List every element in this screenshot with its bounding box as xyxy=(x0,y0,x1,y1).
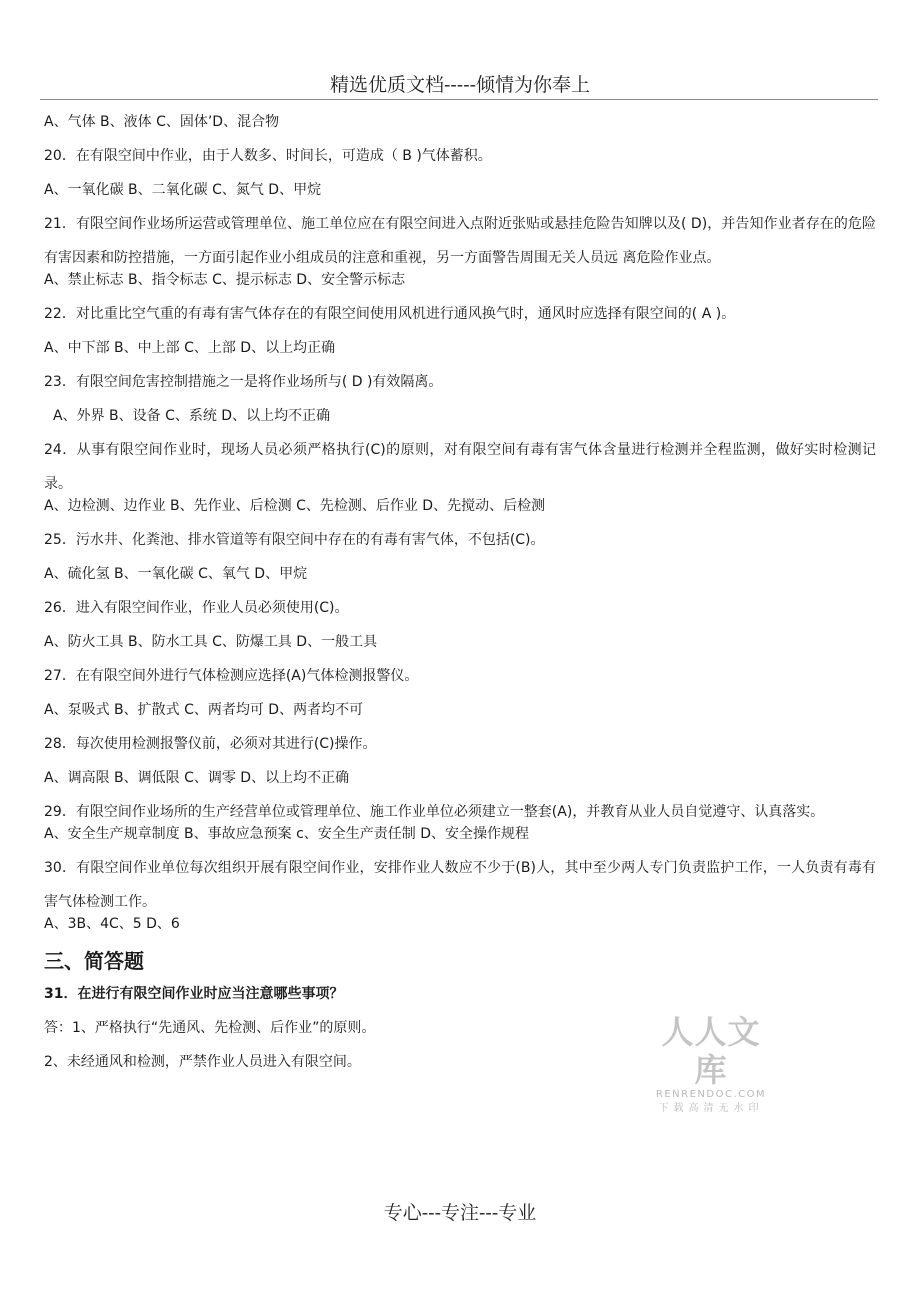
answer-options-29: A、安全生产规章制度 B、事故应急预案 c、安全生产责任制 D、安全操作规程 xyxy=(44,826,530,842)
answer-options-25: A、硫化氢 B、一氧化碳 C、氧气 D、甲烷 xyxy=(44,566,308,582)
question-23: 23．有限空间危害控制措施之一是将作业场所与( D )有效隔离。 xyxy=(44,374,443,390)
section-heading: 三、简答题 xyxy=(44,949,144,973)
answer-options-21: A、禁止标志 B、指令标志 C、提示标志 D、安全警示标志 xyxy=(44,272,406,288)
question-21: 21．有限空间作业场所运营或管理单位、施工单位应在有限空间进入点附近张贴或悬挂危险告知牌以及( D)，并告知作业者存在的危险有害因素和防控措施，一方面引起作业小组成员的注意和重视，另一方面警告周围无关人员远 离危险作业点。 xyxy=(44,216,876,266)
header-divider xyxy=(40,99,878,100)
question-22: 22．对比重比空气重的有毒有害气体存在的有限空间使用风机进行通风换气时，通风时应选择有限空间的( A )。 xyxy=(44,306,736,322)
answer-options-20: A、一氧化碳 B、二氧化碳 C、氮气 D、甲烷 xyxy=(44,182,322,198)
answer-options-27: A、泵吸式 B、扩散式 C、两者均可 D、两者均不可 xyxy=(44,702,364,718)
question-25: 25．污水井、化粪池、排水管道等有限空间中存在的有毒有害气体，不包括(C)。 xyxy=(44,532,545,548)
document-body xyxy=(44,111,876,1085)
question-28: 28．每次使用检测报警仪前，必须对其进行(C)操作。 xyxy=(44,736,377,752)
answer-options-24: A、边检测、边作业 B、先作业、后检测 C、先检测、后作业 D、先搅动、后检测 xyxy=(44,498,546,514)
question-20: 20．在有限空间中作业，由于人数多、时间长，可造成（ B )气体蓄积。 xyxy=(44,148,492,164)
page-footer: 专心---专注---专业 xyxy=(383,1202,537,1224)
watermark-url: RENRENDOC.COM xyxy=(655,1089,767,1100)
watermark-brand: 人人文库 xyxy=(661,1013,761,1089)
question-27: 27．在有限空间外进行气体检测应选择(A)气体检测报警仪。 xyxy=(44,668,419,684)
answer-31-point-2: 2、未经通风和检测，严禁作业人员进入有限空间。 xyxy=(44,1054,361,1070)
question-29: 29．有限空间作业场所的生产经营单位或管理单位、施工作业单位必须建立一整套(A)，并教育从业人员自觉遵守、认真落实。 xyxy=(44,804,825,820)
answer-31-point-1: 答：1、严格执行“先通风、先检测、后作业”的原则。 xyxy=(44,1020,376,1036)
page-header: 精选优质文档-----倾情为你奉上 xyxy=(329,74,591,96)
question-30: 30．有限空间作业单位每次组织开展有限空间作业，安排作业人数应不少于(B)人，其中至少两人专门负责监护工作，一人负责有毒有害气体检测工作。 xyxy=(44,860,876,910)
answer-options-23: A、外界 B、设备 C、系统 D、以上均不正确 xyxy=(53,408,331,424)
answer-options-30: A、3B、4C、5 D、6 xyxy=(44,916,180,932)
answer-options-19: A、气体 B、液体 C、固体’D、混合物 xyxy=(44,114,280,130)
question-31: 31．在进行有限空间作业时应当注意哪些事项？ xyxy=(44,986,344,1002)
question-26: 26．进入有限空间作业，作业人员必须使用(C)。 xyxy=(44,600,349,616)
answer-options-22: A、中下部 B、中上部 C、上部 D、以上均正确 xyxy=(44,340,336,356)
watermark-tagline: 下载高清无水印 xyxy=(658,1103,764,1114)
watermark xyxy=(646,1013,776,1117)
question-24: 24．从事有限空间作业时，现场人员必须严格执行(C)的原则，对有限空间有毒有害气体含量进行检测并全程监测，做好实时检测记录。 xyxy=(44,442,876,492)
answer-options-28: A、调高限 B、调低限 C、调零 D、以上均不正确 xyxy=(44,770,350,786)
answer-options-26: A、防火工具 B、防水工具 C、防爆工具 D、一般工具 xyxy=(44,634,378,650)
